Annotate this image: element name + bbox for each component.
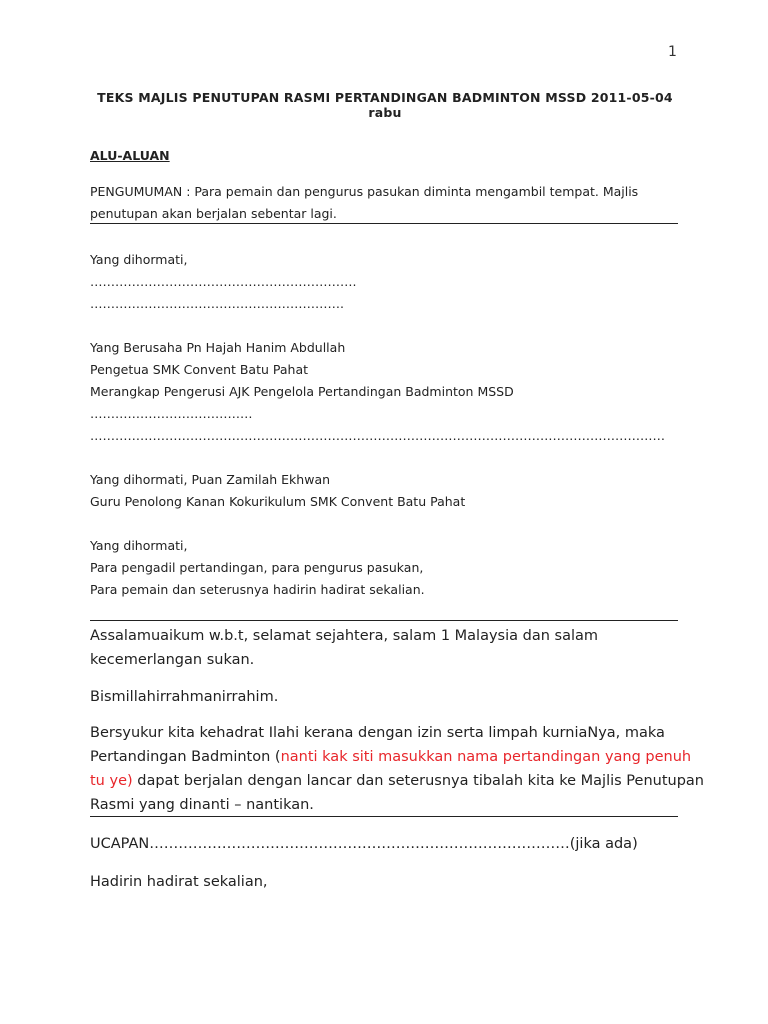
bismillah-paragraph [90,685,690,709]
editor-note-part-1: nanti kak siti masukkan nama pertandingan yang penuh [280,749,692,765]
greeting2-line-2: Pengetua SMK Convent Batu Pahat [90,362,309,377]
document-title [90,90,680,120]
speech-line: UCAPAN……………………………………………………………………………(jika ada) [90,836,638,852]
greeting2-line-5: ………………………………………………………………………………………………………………………… [90,428,665,443]
greeting-block-2 [90,337,680,447]
greeting2-line-1: Yang Berusaha Pn Hajah Hanim Abdullah [90,340,346,355]
greeting-block-3 [90,469,680,513]
page-number: 1 [668,44,677,60]
greeting2-line-4: ………………………………… [90,406,253,421]
section-heading: ALU-ALUAN [90,148,170,163]
salutation-line-1: Assalamuaikum w.b.t, selamat sejahtera, salam 1 Malaysia dan salam [90,628,598,644]
announcement-line-2: penutupan akan berjalan sebentar lagi. [90,206,337,221]
gratitude-line-4: Rasmi yang dinanti – nantikan. [90,797,314,813]
greeting-block-1 [90,249,680,315]
greeting3-line-2: Guru Penolong Kanan Kokurikulum SMK Convent Batu Pahat [90,494,466,509]
bismillah-line: Bismillahirrahmanirrahim. [90,689,279,705]
title-line-2: rabu [368,105,402,120]
divider-3 [90,816,678,817]
announcement-line-1: PENGUMUMAN : Para pemain dan pengurus pasukan diminta mengambil tempat. Majlis [90,184,639,199]
greeting4-line-1: Yang dihormati, [90,538,188,553]
title-line-1: TEKS MAJLIS PENUTUPAN RASMI PERTANDINGAN BADMINTON MSSD 2011-05-04 [97,90,673,105]
greeting1-line-3: ……………………………………………………. [90,296,344,311]
gratitude-line-3-suffix: dapat berjalan dengan lancar dan seterusnya tibalah kita ke Majlis Penutupan [132,773,704,789]
greeting4-line-3: Para pemain dan seterusnya hadirin hadirat sekalian. [90,582,425,597]
salutation-line-2: kecemerlangan sukan. [90,652,255,668]
salutation-paragraph [90,624,690,672]
editor-note-part-2: tu ye) [90,773,133,789]
announcement-paragraph [90,181,680,225]
closing-paragraph [90,870,690,894]
divider-2 [90,620,678,621]
greeting1-line-2: ………………………………………………………. [90,274,357,289]
gratitude-paragraph [90,721,704,817]
gratitude-line-2 [90,745,690,769]
gratitude-line-1: Bersyukur kita kehadrat Ilahi kerana dengan izin serta limpah kurniaNya, maka [90,725,665,741]
greeting-block-4 [90,535,680,601]
greeting3-line-1: Yang dihormati, Puan Zamilah Ekhwan [90,472,331,487]
divider-1 [90,223,678,224]
greeting1-line-1: Yang dihormati, [90,252,188,267]
greeting4-line-2: Para pengadil pertandingan, para pengurus pasukan, [90,560,424,575]
gratitude-line-2-prefix: Pertandingan Badminton ( [90,749,281,765]
gratitude-line-3 [90,769,704,793]
closing-greeting-line: Hadirin hadirat sekalian, [90,874,268,890]
greeting2-line-3: Merangkap Pengerusi AJK Pengelola Pertandingan Badminton MSSD [90,384,514,399]
speech-paragraph [90,832,690,856]
